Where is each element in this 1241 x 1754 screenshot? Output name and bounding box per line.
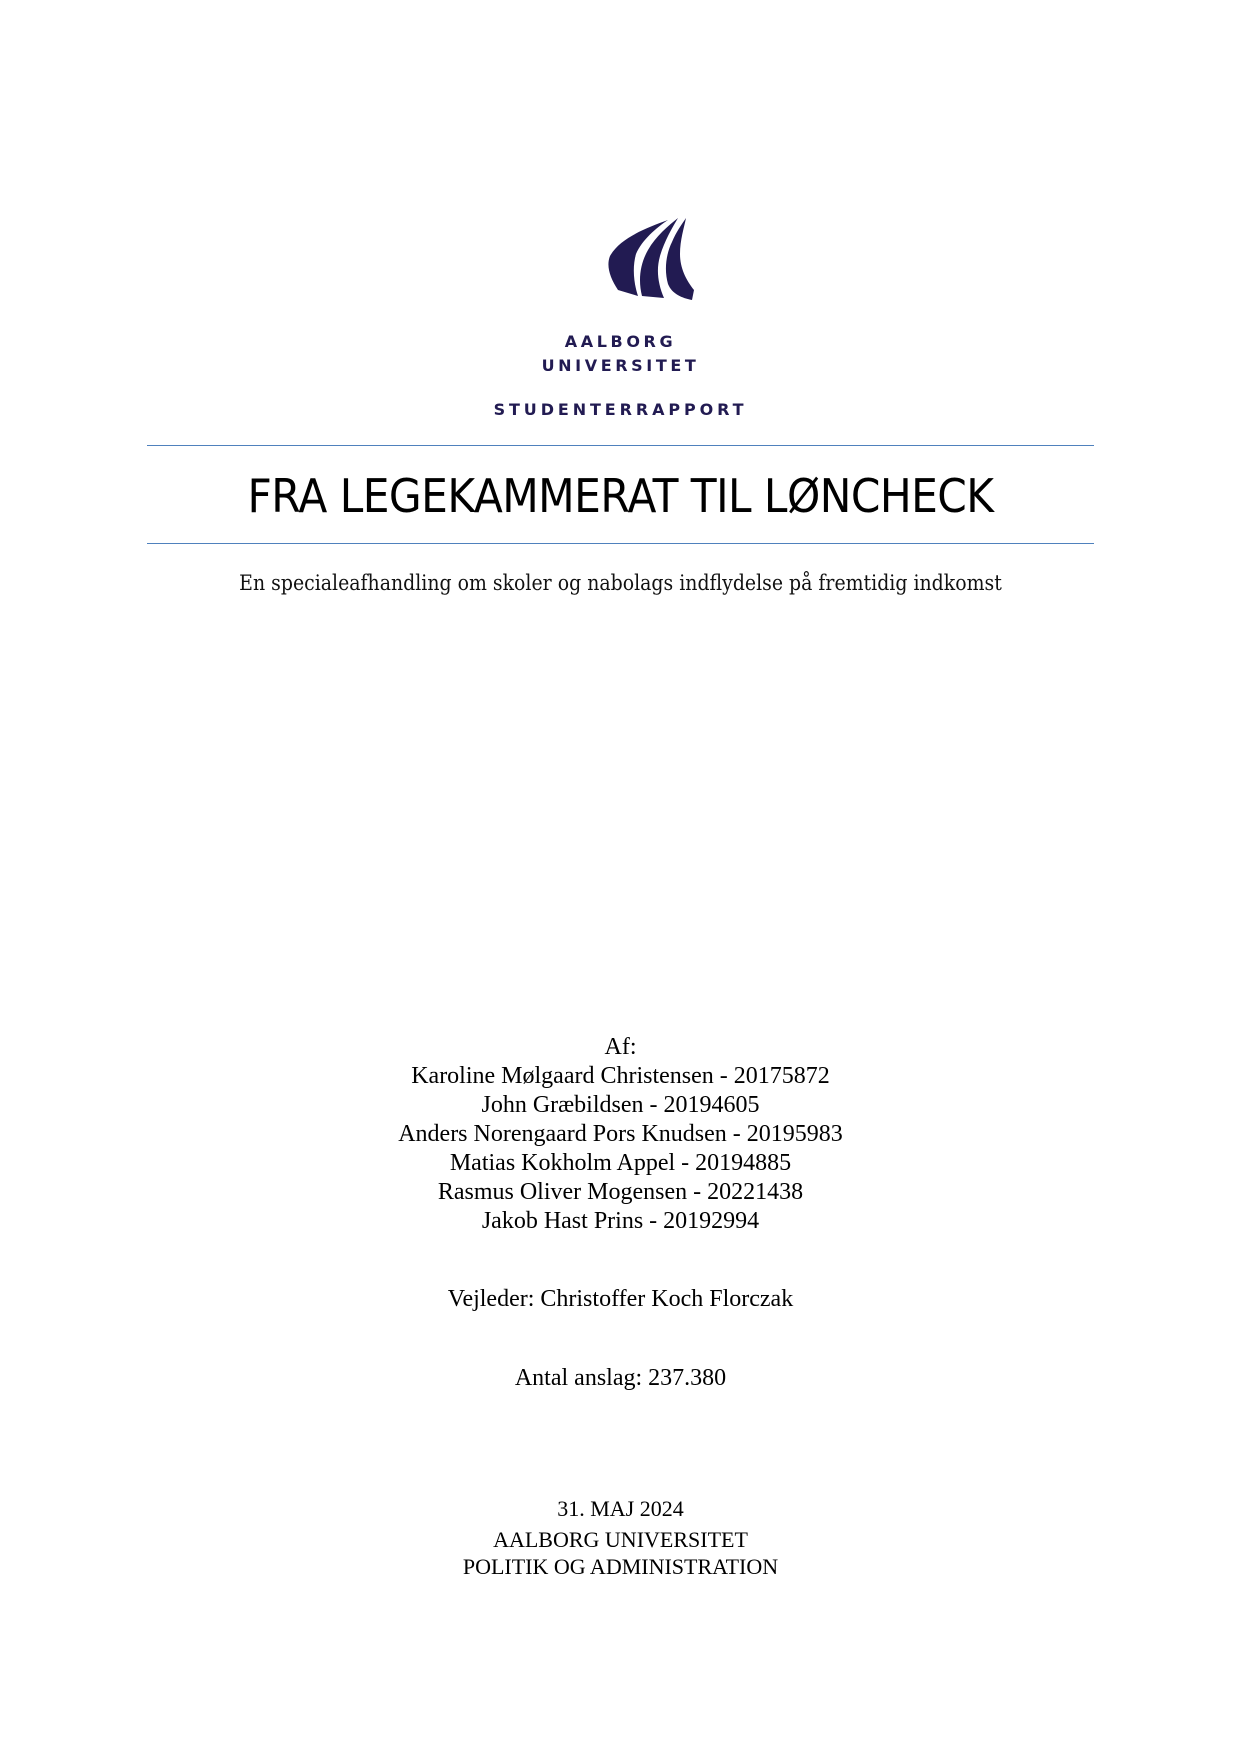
document-title: FRA LEGEKAMMERAT TIL LØNCHECK: [247, 469, 994, 523]
report-type-label: STUDENTERRAPPORT: [493, 400, 748, 419]
author-entry: Karoline Mølgaard Christensen - 20175872: [411, 1063, 830, 1089]
submission-date: 31. MAJ 2024: [557, 1496, 684, 1521]
aalborg-university-logo-icon: [606, 214, 698, 306]
author-entry: Anders Norengaard Pors Knudsen - 20195983: [398, 1121, 843, 1147]
document-subtitle: En specialeafhandling om skoler og nabolags indflydelse på fremtidig indkomst: [239, 571, 1002, 595]
footer-department: POLITIK OG ADMINISTRATION: [462, 1554, 779, 1579]
authors-block: [0, 1033, 1241, 1236]
author-entry: Rasmus Oliver Mogensen - 20221438: [437, 1179, 804, 1205]
authors-label: Af:: [604, 1034, 637, 1060]
author-entry: Matias Kokholm Appel - 20194885: [449, 1150, 792, 1176]
footer-block: [0, 1495, 1241, 1580]
logo-university-name-line2: UNIVERSITET: [541, 356, 700, 375]
title-top-rule: [147, 445, 1094, 446]
supervisor-line: Vejleder: Christoffer Koch Florczak: [447, 1286, 794, 1312]
author-entry: John Græbildsen - 20194605: [481, 1092, 760, 1118]
title-bottom-rule: [147, 543, 1094, 544]
author-entry: Jakob Hast Prins - 20192994: [481, 1208, 760, 1234]
logo-university-name-line1: AALBORG: [564, 332, 677, 351]
character-count: Antal anslag: 237.380: [514, 1365, 727, 1391]
footer-university: AALBORG UNIVERSITET: [493, 1527, 748, 1552]
